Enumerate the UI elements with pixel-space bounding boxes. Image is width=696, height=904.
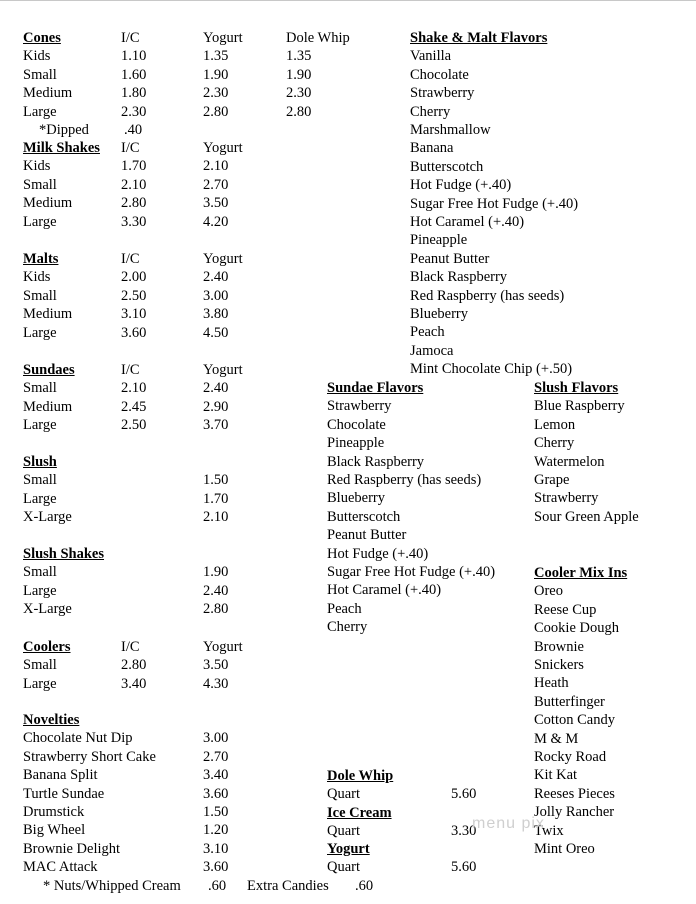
cooler_mix_ins-item: Butterfinger bbox=[534, 693, 605, 710]
milk_shakes-row-yogurt: 2.70 bbox=[203, 176, 229, 193]
cones-row-ic: 1.10 bbox=[121, 48, 147, 65]
cooler_mix_ins-item: Cotton Candy bbox=[534, 712, 615, 729]
malts-heading: Malts bbox=[23, 251, 59, 267]
shake_malt_flavors-item: Vanilla bbox=[410, 48, 452, 65]
coolers-row-ic: 2.80 bbox=[121, 657, 147, 674]
malts-col-yogurt: Yogurt bbox=[203, 251, 243, 267]
malts-row-ic: 2.00 bbox=[121, 269, 147, 286]
sundaes-row-ic: 2.50 bbox=[121, 417, 147, 434]
footnote-nuts-price: .60 bbox=[208, 878, 227, 894]
quart-price: 5.60 bbox=[451, 786, 477, 803]
sundaes-row-ic: 2.10 bbox=[121, 380, 147, 397]
slush-row-price: 2.10 bbox=[203, 509, 229, 526]
sundae_flavors-heading: Sundae Flavors bbox=[327, 380, 424, 396]
cones-row-dole: 1.90 bbox=[286, 66, 312, 83]
shake_malt_flavors-item: Peach bbox=[410, 324, 445, 341]
cones-row-size: Small bbox=[23, 66, 57, 83]
slush-row-price: 1.50 bbox=[203, 472, 229, 489]
malts-row-ic: 3.10 bbox=[121, 306, 147, 323]
sundae_flavors-item: Black Raspberry bbox=[327, 453, 425, 470]
milk_shakes-row-ic: 1.70 bbox=[121, 158, 147, 175]
sundae_flavors-item: Peanut Butter bbox=[327, 527, 407, 544]
novelty-name: MAC Attack bbox=[23, 859, 98, 876]
slush-row-size: Small bbox=[23, 472, 57, 489]
novelty-price: 3.40 bbox=[203, 767, 229, 784]
shake_malt_flavors-item: Blueberry bbox=[410, 306, 468, 322]
milk_shakes-heading: Milk Shakes bbox=[23, 140, 100, 156]
cones-heading: Cones bbox=[23, 30, 61, 46]
cooler_mix_ins-item: Oreo bbox=[534, 583, 563, 600]
cones-row-yogurt: 2.80 bbox=[203, 103, 229, 120]
slush-heading: Slush bbox=[23, 454, 57, 470]
shake_malt_flavors-item: Hot Caramel (+.40) bbox=[410, 214, 525, 230]
dipped-label: *Dipped bbox=[39, 122, 89, 138]
coolers-col-ic: I/C bbox=[121, 639, 140, 655]
shake_malt_flavors-item: Pineapple bbox=[410, 232, 468, 249]
cooler_mix_ins-item: Brownie bbox=[534, 638, 584, 655]
cooler_mix_ins-item: Cookie Dough bbox=[534, 620, 619, 637]
novelty-price: 3.00 bbox=[203, 730, 229, 747]
shake_malt_flavors-item: Mint Chocolate Chip (+.50) bbox=[410, 361, 573, 378]
shake_malt_flavors-item: Jamoca bbox=[410, 342, 454, 359]
malts-row-size: Small bbox=[23, 287, 57, 304]
cones-row-yogurt: 2.30 bbox=[203, 85, 229, 102]
sundaes-row-size: Medium bbox=[23, 398, 73, 415]
sundae_flavors-item: Butterscotch bbox=[327, 508, 401, 525]
cones-row-yogurt: 1.90 bbox=[203, 66, 229, 83]
shake_malt_flavors-heading: Shake & Malt Flavors bbox=[410, 30, 548, 46]
malts-row-ic: 2.50 bbox=[121, 287, 147, 304]
quart-label: Quart bbox=[327, 823, 361, 840]
cooler_mix_ins-item: Heath bbox=[534, 675, 569, 692]
shake_malt_flavors-item: Sugar Free Hot Fudge (+.40) bbox=[410, 195, 579, 212]
slush_flavors-item: Sour Green Apple bbox=[534, 508, 639, 525]
sundaes-row-size: Small bbox=[23, 380, 57, 397]
slush-row-size: X-Large bbox=[23, 509, 72, 526]
sundaes-row-size: Large bbox=[23, 417, 57, 434]
quart-label: Quart bbox=[327, 859, 361, 876]
dipped-price: .40 bbox=[124, 122, 143, 138]
shake_malt_flavors-item: Butterscotch bbox=[410, 158, 484, 175]
slush_shakes-heading: Slush Shakes bbox=[23, 546, 105, 562]
malts-row-size: Kids bbox=[23, 269, 51, 286]
milk_shakes-row-size: Medium bbox=[23, 195, 73, 212]
slush-row-price: 1.70 bbox=[203, 490, 229, 507]
novelty-name: Chocolate Nut Dip bbox=[23, 730, 133, 747]
cooler_mix_ins-item: M & M bbox=[534, 730, 579, 747]
footnote-nuts-label: * Nuts/Whipped Cream bbox=[43, 878, 181, 894]
cooler_mix_ins-item: Reese Cup bbox=[534, 601, 597, 618]
cooler_mix_ins-item: Twix bbox=[534, 822, 564, 839]
cones-row-dole: 2.30 bbox=[286, 85, 312, 102]
sundae_flavors-item: Red Raspberry (has seeds) bbox=[327, 472, 482, 488]
shake_malt_flavors-item: Strawberry bbox=[410, 85, 475, 102]
sundaes-heading: Sundaes bbox=[23, 362, 75, 378]
slush_flavors-item: Grape bbox=[534, 472, 570, 488]
slush_flavors-item: Strawberry bbox=[534, 490, 599, 507]
cooler_mix_ins-item: Kit Kat bbox=[534, 767, 578, 784]
sundae_flavors-item: Chocolate bbox=[327, 416, 386, 433]
cooler_mix_ins-item: Snickers bbox=[534, 657, 584, 673]
novelty-name: Big Wheel bbox=[23, 822, 86, 839]
cooler_mix_ins-item: Mint Oreo bbox=[534, 841, 595, 857]
novelty-price: 1.20 bbox=[203, 822, 229, 839]
sundae_flavors-item: Hot Fudge (+.40) bbox=[327, 545, 429, 562]
shake_malt_flavors-item: Banana bbox=[410, 140, 454, 157]
malts-row-yogurt: 3.00 bbox=[203, 287, 229, 304]
cones-row-size: Kids bbox=[23, 48, 51, 65]
sundae_flavors-item: Cherry bbox=[327, 619, 368, 636]
malts-row-ic: 3.60 bbox=[121, 324, 147, 341]
novelty-price: 3.10 bbox=[203, 840, 229, 857]
cones-col-dole: Dole Whip bbox=[286, 30, 350, 46]
malts-row-size: Large bbox=[23, 324, 57, 341]
novelty-name: Brownie Delight bbox=[23, 840, 121, 857]
novelty-name: Strawberry Short Cake bbox=[23, 748, 156, 765]
novelty-price: 2.70 bbox=[203, 748, 229, 765]
sundaes-row-yogurt: 3.70 bbox=[203, 417, 229, 434]
sundaes-col-yogurt: Yogurt bbox=[203, 362, 243, 378]
shake_malt_flavors-item: Hot Fudge (+.40) bbox=[410, 177, 512, 194]
slush_flavors-item: Lemon bbox=[534, 416, 576, 433]
coolers-row-yogurt: 3.50 bbox=[203, 657, 229, 674]
malts-row-yogurt: 2.40 bbox=[203, 269, 229, 286]
slush_shakes-row-price: 2.80 bbox=[203, 601, 229, 618]
coolers-col-yogurt: Yogurt bbox=[203, 639, 243, 655]
milk_shakes-row-yogurt: 4.20 bbox=[203, 213, 229, 230]
novelty-price: 3.60 bbox=[203, 859, 229, 876]
milk_shakes-row-ic: 2.80 bbox=[121, 195, 147, 212]
malts-row-size: Medium bbox=[23, 306, 73, 323]
malts-row-yogurt: 3.80 bbox=[203, 306, 229, 323]
sundae_flavors-item: Pineapple bbox=[327, 435, 385, 452]
cones-row-yogurt: 1.35 bbox=[203, 48, 229, 65]
cooler_mix_ins-item: Reeses Pieces bbox=[534, 785, 615, 802]
milk_shakes-row-ic: 2.10 bbox=[121, 176, 147, 193]
novelties-heading: Novelties bbox=[23, 712, 80, 728]
slush_shakes-row-price: 2.40 bbox=[203, 582, 229, 599]
milk_shakes-row-ic: 3.30 bbox=[121, 213, 147, 230]
sundaes-col-ic: I/C bbox=[121, 362, 140, 378]
shake_malt_flavors-item: Red Raspberry (has seeds) bbox=[410, 287, 565, 304]
coolers-heading: Coolers bbox=[23, 639, 71, 655]
top-rule bbox=[0, 0, 696, 1]
slush_shakes-row-size: Large bbox=[23, 582, 57, 599]
slush_flavors-item: Watermelon bbox=[534, 453, 605, 470]
coolers-row-ic: 3.40 bbox=[121, 675, 147, 692]
coolers-row-size: Small bbox=[23, 657, 57, 674]
watermark: menu pix bbox=[472, 815, 545, 832]
sundae_flavors-item: Peach bbox=[327, 600, 362, 617]
novelty-name: Drumstick bbox=[23, 804, 85, 820]
cones-row-ic: 1.60 bbox=[121, 66, 147, 83]
footnote-candies-label: Extra Candies bbox=[247, 878, 329, 894]
cones-col-ic: I/C bbox=[121, 30, 140, 46]
malts-col-ic: I/C bbox=[121, 251, 140, 267]
cones-row-dole: 1.35 bbox=[286, 48, 312, 65]
slush_flavors-item: Blue Raspberry bbox=[534, 398, 625, 415]
slush_flavors-item: Cherry bbox=[534, 435, 575, 452]
shake_malt_flavors-item: Marshmallow bbox=[410, 122, 491, 138]
quart-price: 3.30 bbox=[451, 823, 477, 840]
cones-row-ic: 1.80 bbox=[121, 85, 147, 102]
cones-row-ic: 2.30 bbox=[121, 103, 147, 120]
shake_malt_flavors-item: Peanut Butter bbox=[410, 250, 490, 267]
quart-price: 5.60 bbox=[451, 859, 477, 876]
cooler_mix_ins-heading: Cooler Mix Ins bbox=[534, 565, 628, 581]
milk_shakes-col-ic: I/C bbox=[121, 140, 140, 156]
sundae_flavors-item: Blueberry bbox=[327, 490, 385, 507]
slush_shakes-row-size: Small bbox=[23, 564, 57, 581]
shake_malt_flavors-item: Cherry bbox=[410, 103, 451, 120]
milk_shakes-row-yogurt: 3.50 bbox=[203, 195, 229, 212]
slush_shakes-row-price: 1.90 bbox=[203, 564, 229, 581]
sundae_flavors-item: Hot Caramel (+.40) bbox=[327, 582, 442, 599]
quart-label: Quart bbox=[327, 786, 361, 803]
sundaes-row-ic: 2.45 bbox=[121, 398, 147, 415]
cones-row-dole: 2.80 bbox=[286, 103, 312, 120]
milk_shakes-row-size: Large bbox=[23, 213, 57, 230]
sundaes-row-yogurt: 2.40 bbox=[203, 380, 229, 397]
coolers-row-yogurt: 4.30 bbox=[203, 675, 229, 692]
cooler_mix_ins-item: Rocky Road bbox=[534, 749, 607, 765]
slush_flavors-heading: Slush Flavors bbox=[534, 380, 619, 396]
slush_shakes-row-size: X-Large bbox=[23, 601, 72, 618]
coolers-row-size: Large bbox=[23, 675, 57, 692]
cones-row-size: Large bbox=[23, 103, 57, 120]
slush-row-size: Large bbox=[23, 490, 57, 507]
novelty-price: 3.60 bbox=[203, 785, 229, 802]
quart-heading: Yogurt bbox=[327, 841, 370, 857]
milk_shakes-row-yogurt: 2.10 bbox=[203, 158, 229, 175]
cones-col-yogurt: Yogurt bbox=[203, 30, 243, 46]
novelty-name: Turtle Sundae bbox=[23, 785, 105, 802]
sundae_flavors-item: Sugar Free Hot Fudge (+.40) bbox=[327, 564, 496, 580]
milk_shakes-row-size: Small bbox=[23, 176, 57, 193]
shake_malt_flavors-item: Chocolate bbox=[410, 66, 469, 83]
footnote-candies-price: .60 bbox=[355, 878, 374, 894]
novelty-price: 1.50 bbox=[203, 804, 229, 820]
shake_malt_flavors-item: Black Raspberry bbox=[410, 269, 508, 286]
sundaes-row-yogurt: 2.90 bbox=[203, 398, 229, 415]
cones-row-size: Medium bbox=[23, 85, 73, 102]
novelty-name: Banana Split bbox=[23, 767, 98, 784]
sundae_flavors-item: Strawberry bbox=[327, 398, 392, 415]
cooler_mix_ins-item: Jolly Rancher bbox=[534, 804, 615, 821]
quart-heading: Ice Cream bbox=[327, 805, 392, 821]
quart-heading: Dole Whip bbox=[327, 768, 394, 784]
milk_shakes-col-yogurt: Yogurt bbox=[203, 140, 243, 156]
malts-row-yogurt: 4.50 bbox=[203, 324, 229, 341]
milk_shakes-row-size: Kids bbox=[23, 158, 51, 175]
